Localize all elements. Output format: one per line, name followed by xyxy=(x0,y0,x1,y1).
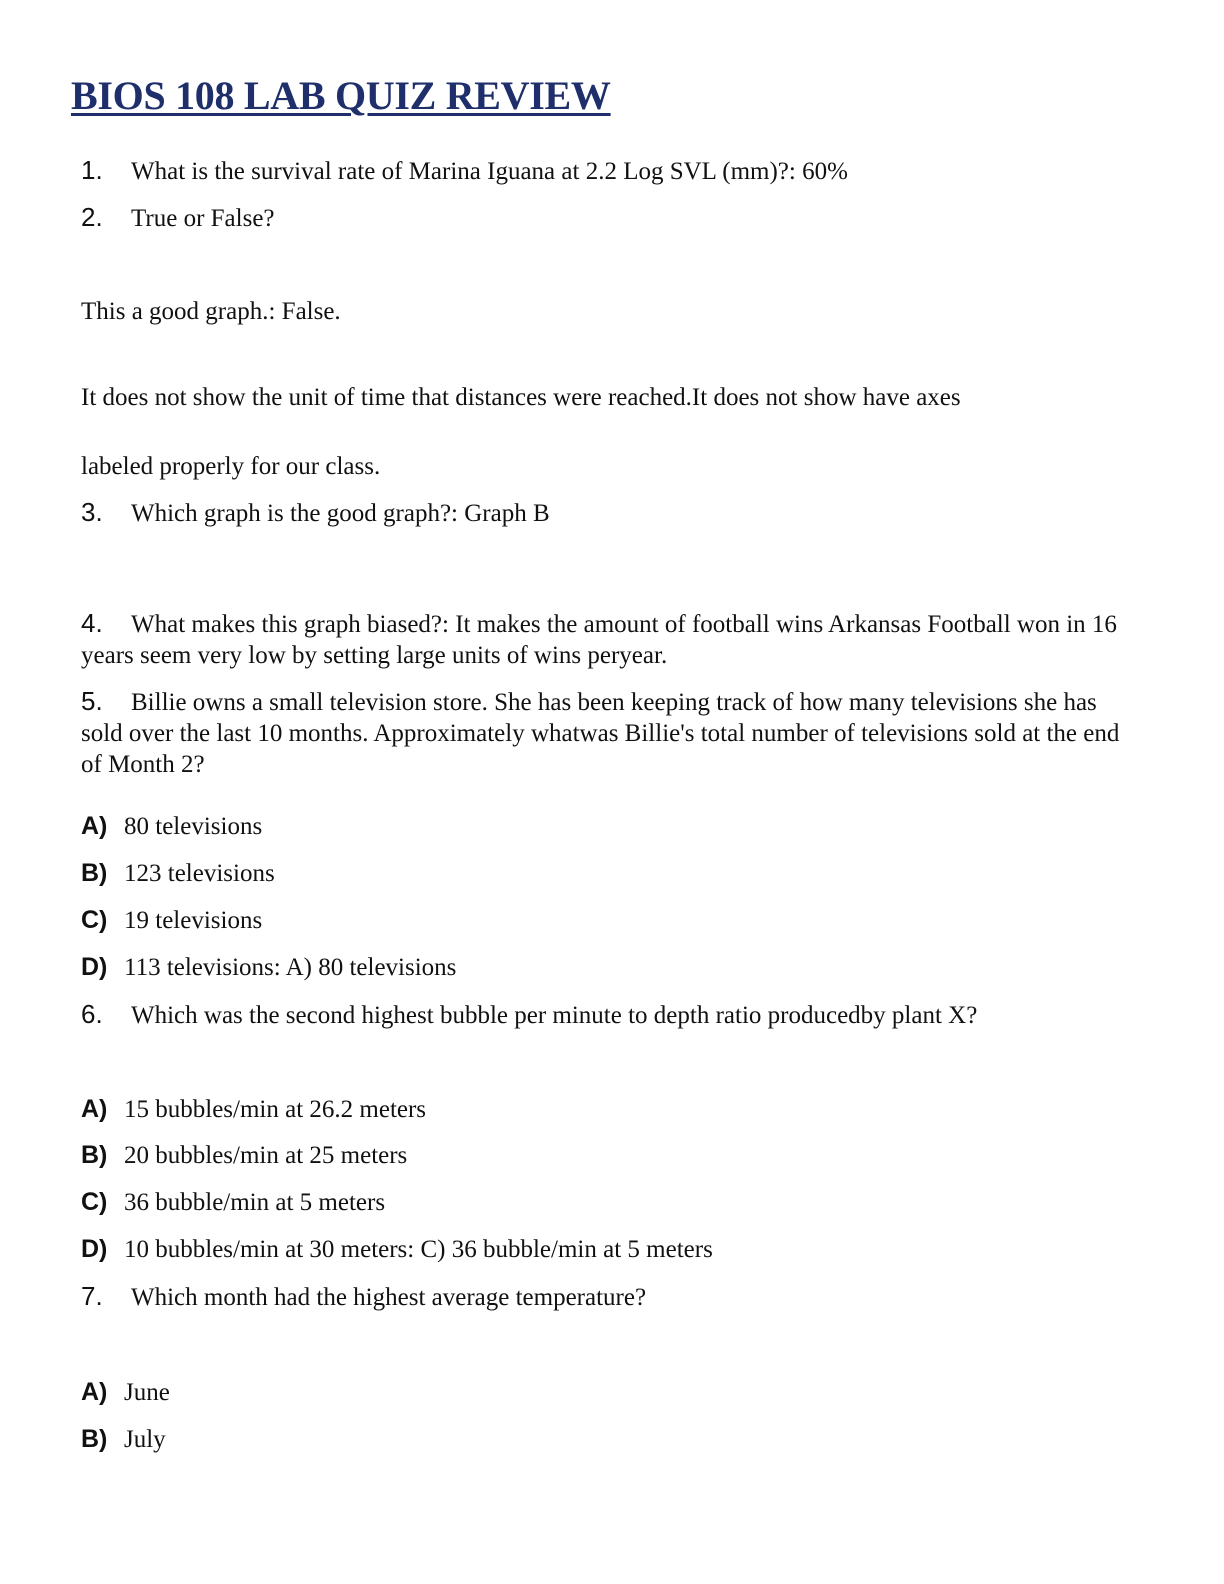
option-d xyxy=(81,952,456,983)
question-text: Which month had the highest average temperature? xyxy=(131,1284,647,1311)
option-b xyxy=(81,1424,166,1455)
option-text: 10 bubbles/min at 30 meters: C) 36 bubble/min at 5 meters xyxy=(124,1236,713,1263)
option-b xyxy=(81,858,275,889)
question-number: 3. xyxy=(81,497,103,527)
option-letter: D) xyxy=(81,1235,108,1263)
question-2-explanation-continued: labeled properly for our class. xyxy=(81,453,381,480)
question-5 xyxy=(81,686,1141,780)
option-a xyxy=(81,1377,170,1408)
option-text: 19 televisions xyxy=(124,907,263,934)
option-text: 15 bubbles/min at 26.2 meters xyxy=(124,1096,427,1123)
option-text: 36 bubble/min at 5 meters xyxy=(124,1189,386,1216)
option-c xyxy=(81,1187,385,1218)
option-text: July xyxy=(124,1426,166,1453)
question-2 xyxy=(81,202,275,234)
question-1 xyxy=(81,155,848,187)
option-letter: C) xyxy=(81,906,108,934)
option-a xyxy=(81,811,262,842)
option-text: 123 televisions xyxy=(124,860,275,887)
option-text: 80 televisions xyxy=(124,813,263,840)
question-2-statement: This a good graph.: False. xyxy=(81,298,341,325)
option-letter: C) xyxy=(81,1188,108,1216)
question-text: Which graph is the good graph?: Graph B xyxy=(131,500,550,527)
question-6 xyxy=(81,999,977,1031)
question-text: Billie owns a small television store. She has been keeping track of how many televisions she has sold over the last 10 months. Approximately whatwas Billie's total number of televisions sold at the end of Month 2? xyxy=(81,689,1120,778)
option-letter: D) xyxy=(81,953,108,981)
question-text: What makes this graph biased?: It makes the amount of football wins Arkansas Football won in 16 years seem very low by setting large units of wins peryear. xyxy=(81,611,1117,669)
question-text: What is the survival rate of Marina Iguana at 2.2 Log SVL (mm)?: 60% xyxy=(131,158,848,185)
question-number: 4. xyxy=(81,608,103,638)
option-text: 113 televisions: A) 80 televisions xyxy=(124,954,457,981)
option-text: June xyxy=(124,1379,170,1406)
option-letter: A) xyxy=(81,1095,108,1123)
option-letter: A) xyxy=(81,812,108,840)
option-c xyxy=(81,905,262,936)
option-b xyxy=(81,1140,407,1171)
question-4 xyxy=(81,608,1141,671)
question-number: 6. xyxy=(81,999,103,1029)
option-text: 20 bubbles/min at 25 meters xyxy=(124,1142,408,1169)
question-number: 5. xyxy=(81,686,103,716)
question-7 xyxy=(81,1281,646,1313)
option-letter: B) xyxy=(81,1425,108,1453)
question-number: 1. xyxy=(81,155,103,185)
question-text: True or False? xyxy=(131,205,275,232)
option-letter: B) xyxy=(81,859,108,887)
question-number: 7. xyxy=(81,1281,103,1311)
page-title: BIOS 108 LAB QUIZ REVIEW xyxy=(71,73,611,118)
question-number: 2. xyxy=(81,202,103,232)
question-text: Which was the second highest bubble per minute to depth ratio producedby plant X? xyxy=(131,1002,978,1029)
option-letter: B) xyxy=(81,1141,108,1169)
question-2-explanation: It does not show the unit of time that distances were reached.It does not show have axes xyxy=(81,384,961,411)
option-letter: A) xyxy=(81,1378,108,1406)
option-d xyxy=(81,1234,713,1265)
option-a xyxy=(81,1094,426,1125)
question-3 xyxy=(81,497,550,529)
